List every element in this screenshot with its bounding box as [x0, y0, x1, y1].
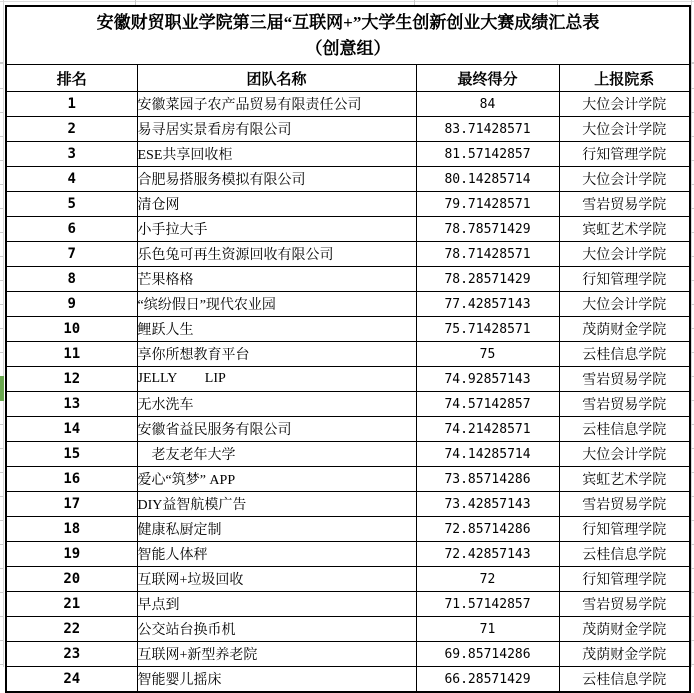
- department-cell[interactable]: 大位会计学院: [559, 167, 690, 192]
- department-cell[interactable]: 行知管理学院: [559, 267, 690, 292]
- header-row: [6, 65, 690, 92]
- rank-cell[interactable]: 20: [6, 567, 137, 592]
- table-row: [6, 267, 690, 292]
- table-row: [6, 492, 690, 517]
- header-team-name[interactable]: 团队名称: [137, 65, 416, 92]
- sheet-gridline-left: [3, 0, 4, 667]
- department-cell[interactable]: 云桂信息学院: [559, 342, 690, 367]
- table-row: [6, 217, 690, 242]
- rank-cell[interactable]: 8: [6, 267, 137, 292]
- score-cell[interactable]: 78.71428571: [416, 242, 559, 267]
- department-cell[interactable]: 行知管理学院: [559, 142, 690, 167]
- department-cell[interactable]: 大位会计学院: [559, 242, 690, 267]
- team-name-cell[interactable]: JELLY LIP: [137, 367, 416, 392]
- department-cell[interactable]: 雪岩贸易学院: [559, 392, 690, 417]
- score-cell[interactable]: 72.85714286: [416, 517, 559, 542]
- score-cell[interactable]: 74.14285714: [416, 442, 559, 467]
- rank-cell[interactable]: 9: [6, 292, 137, 317]
- table-row: [6, 367, 690, 392]
- score-cell[interactable]: 73.42857143: [416, 492, 559, 517]
- table-row: [6, 642, 690, 667]
- score-cell[interactable]: 75.71428571: [416, 317, 559, 342]
- table-row: [6, 317, 690, 342]
- rank-cell[interactable]: 3: [6, 142, 137, 167]
- table-row: [6, 292, 690, 317]
- table-row: [6, 92, 690, 117]
- rank-cell[interactable]: 16: [6, 467, 137, 492]
- table-title-line2: （创意组）: [305, 38, 391, 58]
- table-title-line1: 安徽财贸职业学院第三届“互联网+”大学生创新创业大赛成绩汇总表: [96, 12, 600, 32]
- table-row: [6, 517, 690, 542]
- header-final-score[interactable]: 最终得分: [416, 65, 559, 92]
- team-name-cell[interactable]: 易寻居实景看房有限公司: [137, 117, 416, 142]
- header-rank[interactable]: 排名: [6, 65, 137, 92]
- team-name-cell[interactable]: 安徽菜园子农产品贸易有限责任公司: [137, 92, 416, 117]
- rank-cell[interactable]: 13: [6, 392, 137, 417]
- score-cell[interactable]: 66.28571429: [416, 667, 559, 693]
- team-name-cell[interactable]: DIY益智航模广告: [137, 492, 416, 517]
- rank-cell[interactable]: 22: [6, 617, 137, 642]
- rank-cell[interactable]: 15: [6, 442, 137, 467]
- department-cell[interactable]: 大位会计学院: [559, 117, 690, 142]
- score-cell[interactable]: 74.21428571: [416, 417, 559, 442]
- rank-cell[interactable]: 10: [6, 317, 137, 342]
- rank-cell[interactable]: 23: [6, 642, 137, 667]
- team-name-cell[interactable]: 智能婴儿摇床: [137, 667, 416, 693]
- team-name-cell[interactable]: 芒果格格: [137, 267, 416, 292]
- score-cell[interactable]: 78.78571429: [416, 217, 559, 242]
- rank-cell[interactable]: 7: [6, 242, 137, 267]
- department-cell[interactable]: 行知管理学院: [559, 567, 690, 592]
- team-name-cell[interactable]: “缤纷假日”现代农业园: [137, 292, 416, 317]
- table-row: [6, 117, 690, 142]
- department-cell[interactable]: 大位会计学院: [559, 292, 690, 317]
- table-row: [6, 567, 690, 592]
- sheet-gridline-top: [0, 1, 694, 2]
- sheet-row-ticks-left: [0, 62, 3, 64]
- table-body: [6, 92, 690, 693]
- score-cell[interactable]: 74.57142857: [416, 392, 559, 417]
- table-row: [6, 392, 690, 417]
- rank-cell[interactable]: 2: [6, 117, 137, 142]
- score-cell[interactable]: 83.71428571: [416, 117, 559, 142]
- team-name-cell[interactable]: 合肥易搭服务模拟有限公司: [137, 167, 416, 192]
- team-name-cell[interactable]: 安徽省益民服务有限公司: [137, 417, 416, 442]
- table-row: [6, 142, 690, 167]
- table-row: [6, 542, 690, 567]
- rank-cell[interactable]: 24: [6, 667, 137, 693]
- table-row: [6, 667, 690, 693]
- table-row: [6, 417, 690, 442]
- team-name-cell[interactable]: 健康私厨定制: [137, 517, 416, 542]
- table-row: [6, 242, 690, 267]
- score-cell[interactable]: 75: [416, 342, 559, 367]
- team-name-cell[interactable]: 智能人体秤: [137, 542, 416, 567]
- department-cell[interactable]: 雪岩贸易学院: [559, 492, 690, 517]
- team-name-cell[interactable]: 公交站台换币机: [137, 617, 416, 642]
- team-name-cell[interactable]: ESE共享回收柜: [137, 142, 416, 167]
- rank-cell[interactable]: 11: [6, 342, 137, 367]
- department-cell[interactable]: 云桂信息学院: [559, 542, 690, 567]
- rank-cell[interactable]: 4: [6, 167, 137, 192]
- table-row: [6, 342, 690, 367]
- department-cell[interactable]: 茂荫财金学院: [559, 617, 690, 642]
- team-name-cell[interactable]: 老友老年大学: [137, 442, 416, 467]
- rank-cell[interactable]: 12: [6, 367, 137, 392]
- team-name-cell[interactable]: 清仓网: [137, 192, 416, 217]
- department-cell[interactable]: 大位会计学院: [559, 92, 690, 117]
- rank-cell[interactable]: 17: [6, 492, 137, 517]
- team-name-cell[interactable]: 鲤跃人生: [137, 317, 416, 342]
- team-name-cell[interactable]: 互联网+垃圾回收: [137, 567, 416, 592]
- department-cell[interactable]: 雪岩贸易学院: [559, 592, 690, 617]
- score-cell[interactable]: 78.28571429: [416, 267, 559, 292]
- score-cell[interactable]: 69.85714286: [416, 642, 559, 667]
- team-name-cell[interactable]: 享你所想教育平台: [137, 342, 416, 367]
- department-cell[interactable]: 大位会计学院: [559, 442, 690, 467]
- rank-cell[interactable]: 14: [6, 417, 137, 442]
- team-name-cell[interactable]: 无水洗车: [137, 392, 416, 417]
- score-cell[interactable]: 77.42857143: [416, 292, 559, 317]
- department-cell[interactable]: 茂荫财金学院: [559, 642, 690, 667]
- header-department[interactable]: 上报院系: [559, 65, 690, 92]
- rank-cell[interactable]: 19: [6, 542, 137, 567]
- table-row: [6, 467, 690, 492]
- score-cell[interactable]: 74.92857143: [416, 367, 559, 392]
- score-cell[interactable]: 72.42857143: [416, 542, 559, 567]
- department-cell[interactable]: 雪岩贸易学院: [559, 367, 690, 392]
- table-row: [6, 167, 690, 192]
- department-cell[interactable]: 宾虹艺术学院: [559, 217, 690, 242]
- team-name-cell[interactable]: 爱心“筑梦” APP: [137, 467, 416, 492]
- table-row: [6, 442, 690, 467]
- team-name-cell[interactable]: 乐色兔可再生资源回收有限公司: [137, 242, 416, 267]
- team-name-cell[interactable]: 小手拉大手: [137, 217, 416, 242]
- team-name-cell[interactable]: 互联网+新型养老院: [137, 642, 416, 667]
- score-cell[interactable]: 71.57142857: [416, 592, 559, 617]
- table-row: [6, 592, 690, 617]
- score-cell[interactable]: 79.71428571: [416, 192, 559, 217]
- score-cell[interactable]: 73.85714286: [416, 467, 559, 492]
- department-cell[interactable]: 云桂信息学院: [559, 417, 690, 442]
- table-row: [6, 617, 690, 642]
- rank-cell[interactable]: 18: [6, 517, 137, 542]
- score-cell[interactable]: 72: [416, 567, 559, 592]
- title-row: [6, 6, 690, 65]
- score-summary-table: [5, 5, 691, 693]
- selected-row-indicator: [0, 376, 4, 401]
- rank-cell[interactable]: 5: [6, 192, 137, 217]
- team-name-cell[interactable]: 早点到: [137, 592, 416, 617]
- rank-cell[interactable]: 1: [6, 92, 137, 117]
- rank-cell[interactable]: 6: [6, 217, 137, 242]
- score-cell[interactable]: 80.14285714: [416, 167, 559, 192]
- score-cell[interactable]: 81.57142857: [416, 142, 559, 167]
- score-cell[interactable]: 71: [416, 617, 559, 642]
- score-cell[interactable]: 84: [416, 92, 559, 117]
- department-cell[interactable]: 宾虹艺术学院: [559, 467, 690, 492]
- department-cell[interactable]: 茂荫财金学院: [559, 317, 690, 342]
- department-cell[interactable]: 云桂信息学院: [559, 667, 690, 693]
- department-cell[interactable]: 行知管理学院: [559, 517, 690, 542]
- rank-cell[interactable]: 21: [6, 592, 137, 617]
- table-row: [6, 192, 690, 217]
- department-cell[interactable]: 雪岩贸易学院: [559, 192, 690, 217]
- table-title-cell[interactable]: [6, 6, 690, 65]
